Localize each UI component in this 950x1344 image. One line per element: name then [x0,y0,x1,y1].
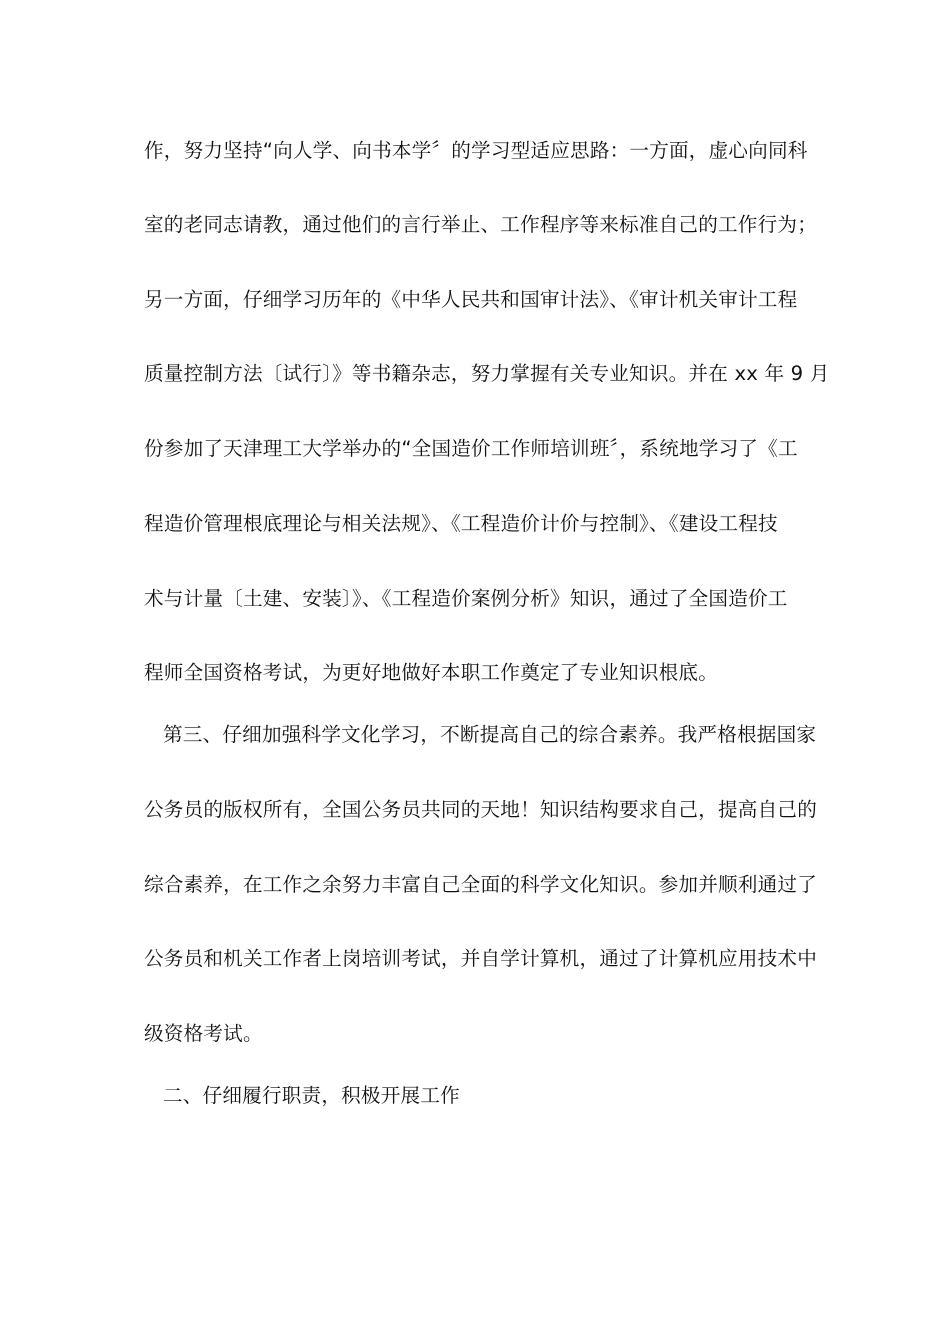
paragraph-line: 程师全国资格考试，为更好地做好本职工作奠定了专业知识根底。 [144,661,719,684]
paragraph-line: 公务员的版权所有，全国公务员共同的天地！知识结构要求自己，提高自己的 [144,798,817,821]
paragraph-line: 另一方面，仔细学习历年的《中华人民共和国审计法》、《审计机关审计工程 [144,288,798,311]
paragraph-line: 级资格考试。 [144,1022,263,1045]
paragraph-line: 术与计量〔土建、安装〕》、《工程造价案例分析》知识，通过了全国造价工 [144,587,788,610]
paragraph-line: 公务员和机关工作者上岗培训考试，并自学计算机，通过了计算机应用技术中 [144,947,817,970]
paragraph-line: 份参加了天津理工大学举办的“全国造价工作师培训班〞，系统地学习了《工 [144,437,798,460]
section-heading: 二、仔细履行职责，积极开展工作 [163,1084,460,1107]
paragraph-line: 第三、仔细加强科学文化学习，不断提高自己的综合素养。我严格根据国家 [163,723,817,746]
paragraph-line: 作，努力坚持“向人学、向书本学〞的学习型适应思路：一方面，虚心向同科 [144,139,808,162]
paragraph-line: 综合素养，在工作之余努力丰富自己全面的科学文化知识。参加并顺利通过了 [144,873,817,896]
paragraph-line: 室的老同志请教，通过他们的言行举止、工作程序等来标准自己的工作行为； [144,213,817,236]
paragraph-line: 质量控制方法〔试行〕》等书籍杂志，努力掌握有关专业知识。并在 xx 年 9 月 [144,362,830,385]
paragraph-line: 程造价管理根底理论与相关法规》、《工程造价计价与控制》、《建设工程技 [144,512,778,535]
